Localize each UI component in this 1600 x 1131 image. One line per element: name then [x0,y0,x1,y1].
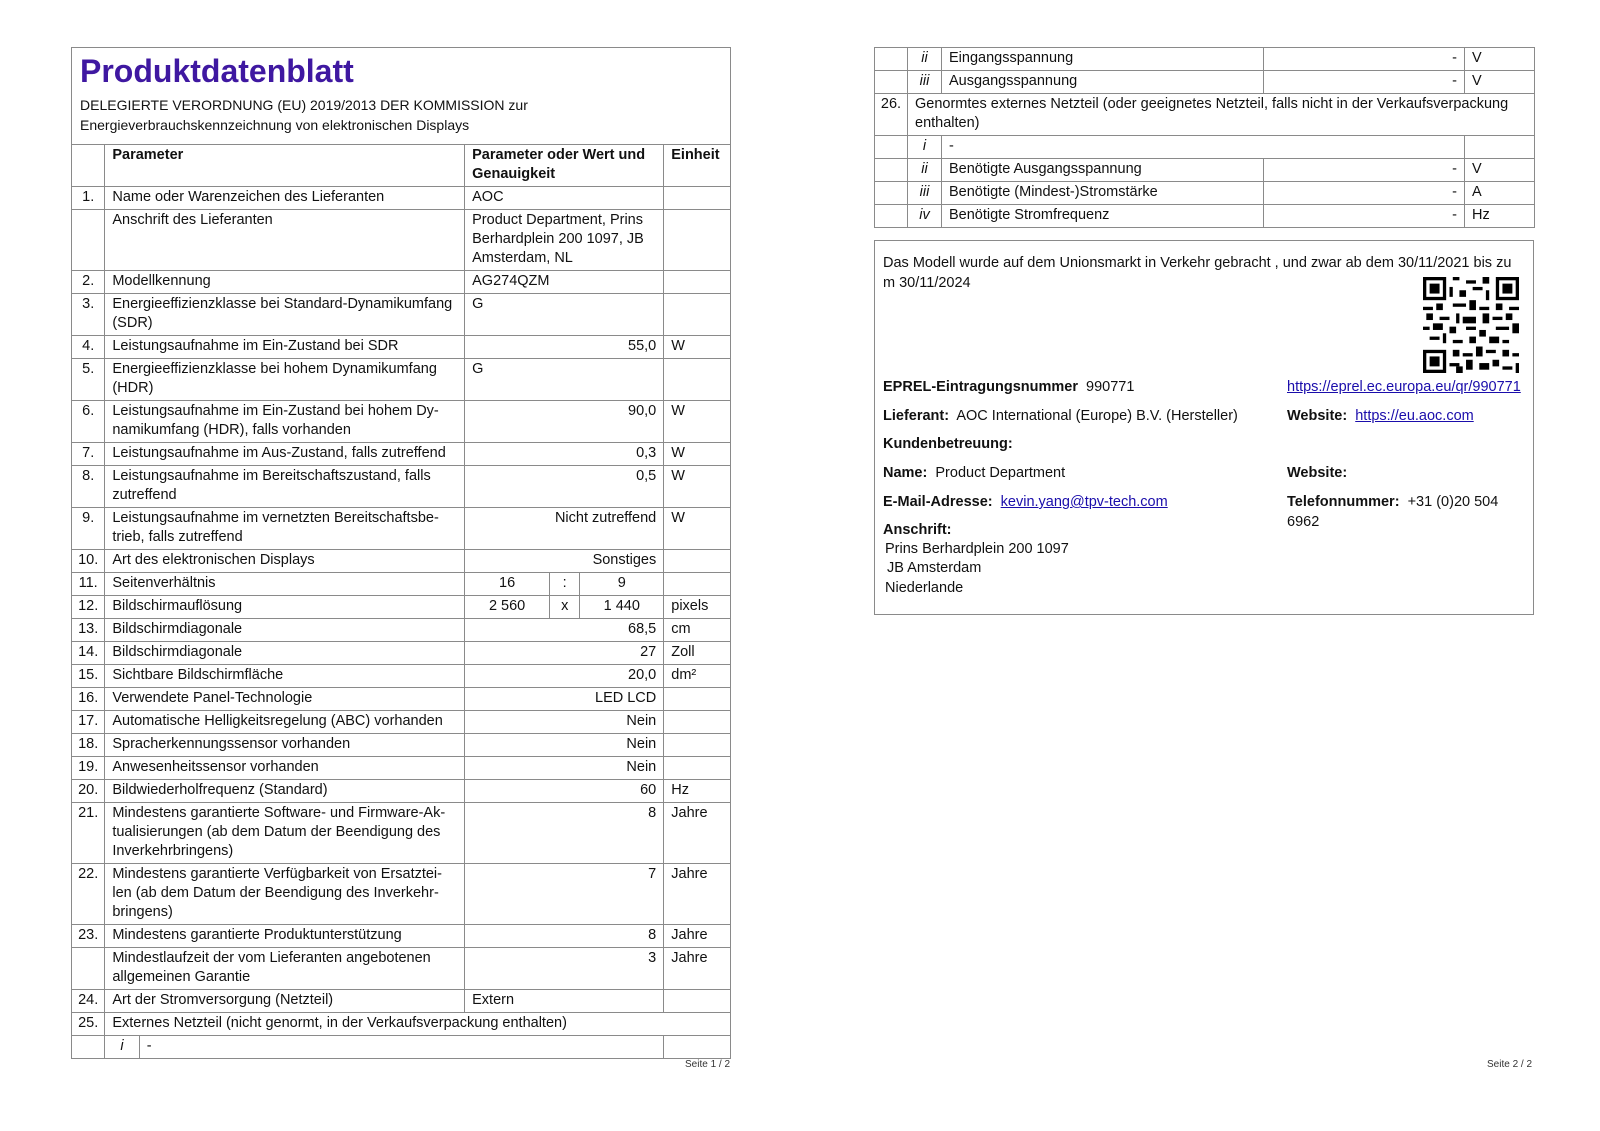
row-param: Genormtes externes Netzteil (oder geeignetes Netzteil, falls nicht in der Verkaufsverpackung enthalten) [908,94,1535,136]
row-param: Benötigte Ausgangsspannung [942,159,1264,182]
phone-label: Telefonnummer: [1287,494,1400,510]
row-param: Art des elektronischen Displays [105,550,465,573]
row-number: 15. [72,665,105,688]
contact-name-row [883,463,1525,483]
row-unit [664,294,731,336]
row-param: Sichtbare Bildschirmfläche [105,665,465,688]
row-value: 0,5 [465,466,664,508]
header-num [72,145,105,187]
name-label: Name: [883,465,928,481]
row-param: Mindestlaufzeit der vom Lieferanten angebotenen allgemeinen Garantie [105,948,465,990]
row-unit [664,271,731,294]
row-number: 25. [72,1013,105,1036]
supplier-label: Lieferant: [883,408,950,424]
table-row [72,596,731,619]
page-2 [874,47,1534,228]
customer-service-heading: Kundenbetreuung: [883,436,1013,452]
row-number [72,948,105,990]
row-unit: V [1465,159,1535,182]
row-sub-index: iii [908,71,942,94]
row-number: 7. [72,443,105,466]
row-value: 7 [465,864,664,925]
row-number [875,159,908,182]
row-number: 10. [72,550,105,573]
row-value-2: 1 440 [580,596,664,619]
row-param: - [139,1036,664,1059]
row-value: - [1264,71,1465,94]
eprel-link[interactable]: https://eprel.ec.europa.eu/qr/990771 [1287,379,1521,395]
table-row [72,1036,731,1059]
row-param: Bildwiederholfrequenz (Standard) [105,780,465,803]
row-sub-index: i [908,136,942,159]
row-value: Nicht zutreffend [465,508,664,550]
row-value: 68,5 [465,619,664,642]
row-unit: Jahre [664,948,731,990]
row-unit [664,990,731,1013]
row-unit: Zoll [664,642,731,665]
table-row [72,187,731,210]
website-link[interactable]: https://eu.aoc.com [1355,408,1474,424]
row-number: 12. [72,596,105,619]
row-param: Energieeffizienzklasse bei Standard-Dynamikumfang (SDR) [105,294,465,336]
row-value: 0,3 [465,443,664,466]
row-unit: W [664,443,731,466]
row-param: Mindestens garantierte Produktunterstützung [105,925,465,948]
row-unit: pixels [664,596,731,619]
row-param: Art der Stromversorgung (Netzteil) [105,990,465,1013]
row-number: 8. [72,466,105,508]
row-unit: V [1465,71,1535,94]
product-info-box [874,240,1534,615]
row-number: 5. [72,359,105,401]
table-row [72,210,731,271]
row-sub-index: iv [908,205,942,228]
row-number: 11. [72,573,105,596]
row-number [875,205,908,228]
row-unit: Jahre [664,803,731,864]
row-number: 24. [72,990,105,1013]
sheet-header [71,47,731,144]
table-row [72,757,731,780]
address-line-3: Niederlande [885,580,964,596]
page-2-footer: Seite 2 / 2 [1487,1059,1533,1070]
row-number: 1. [72,187,105,210]
row-number: 13. [72,619,105,642]
row-number: 20. [72,780,105,803]
table-row [72,573,731,596]
table-row [875,71,1535,94]
row-param: Anschrift des Lieferanten [105,210,465,271]
row-value: Sonstiges [465,550,664,573]
address-line-1: Prins Berhardplein 200 1097 [885,541,1069,557]
document-title: Produktdatenblatt [80,53,354,89]
table-row [72,466,731,508]
row-param: Bildschirmauflösung [105,596,465,619]
product-data-table [71,144,731,1059]
table-row [72,1013,731,1036]
table-row [72,711,731,734]
row-value: Nein [465,757,664,780]
row-value: - [1264,182,1465,205]
row-param: Bildschirmdiagonale [105,619,465,642]
row-param: Leistungsaufnahme im vernetzten Bereitschaftsbe-trieb, falls zutreffend [105,508,465,550]
table-row [72,401,731,443]
row-param: Energieeffizienzklasse bei hohem Dynamikumfang (HDR) [105,359,465,401]
table-row [72,864,731,925]
row-param: Leistungsaufnahme im Aus-Zustand, falls zutreffend [105,443,465,466]
table-row [72,990,731,1013]
row-number [72,210,105,271]
header-value: Parameter oder Wert und Genauigkeit [465,145,664,187]
supplier-row [883,406,1525,426]
row-value: 90,0 [465,401,664,443]
row-number: 23. [72,925,105,948]
row-value: - [1264,159,1465,182]
email-link[interactable]: kevin.yang@tpv-tech.com [1000,494,1168,510]
row-separator: : [550,573,580,596]
subtitle-line-1: DELEGIERTE VERORDNUNG (EU) 2019/2013 DER KOMMISSION zur [80,97,528,113]
row-value: - [1264,205,1465,228]
table-row [72,948,731,990]
row-value: LED LCD [465,688,664,711]
row-unit: Hz [1465,205,1535,228]
row-number: 26. [875,94,908,136]
row-number: 18. [72,734,105,757]
row-param: Ausgangsspannung [942,71,1264,94]
table-row [875,205,1535,228]
row-unit: Jahre [664,864,731,925]
row-value: 55,0 [465,336,664,359]
table-row [72,550,731,573]
row-unit: W [664,401,731,443]
row-unit [664,734,731,757]
table-row [72,359,731,401]
table-header-row [72,145,731,187]
row-unit [1465,136,1535,159]
row-unit [664,1036,731,1059]
table-row [72,508,731,550]
row-unit: Jahre [664,925,731,948]
table-row [72,294,731,336]
row-number: 2. [72,271,105,294]
eprel-row [883,377,1525,397]
row-value: G [465,294,664,336]
row-sub-index: i [105,1036,139,1059]
row-param: Verwendete Panel-Technologie [105,688,465,711]
row-param: Mindestens garantierte Verfügbarkeit von Ersatztei-len (ab dem Datum der Beendigung des Inverkehr-bringens) [105,864,465,925]
row-param: Anwesenheitssensor vorhanden [105,757,465,780]
eprel-label: EPREL-Eintragungsnummer [883,379,1078,395]
row-sub-index: ii [908,159,942,182]
row-value: AG274QZM [465,271,664,294]
supplier-value: AOC International (Europe) B.V. (Hersteller) [956,408,1238,424]
row-param: Spracherkennungssensor vorhanden [105,734,465,757]
row-separator: x [550,596,580,619]
row-number [72,1036,105,1059]
table-row [72,336,731,359]
subtitle-line-2: Energieverbrauchskennzeichnung von elektronischen Displays [80,117,470,133]
row-value: Product Department, Prins Berhardplein 200 1097, JB Amsterdam, NL [465,210,664,271]
row-number [875,71,908,94]
phone-value: +31 (0)20 504 6962 [1287,494,1499,530]
row-param: Mindestens garantierte Software- und Firmware-Ak-tualisierungen (ab dem Datum der Beendigung des Inverkehrbringens) [105,803,465,864]
row-number [875,182,908,205]
row-sub-index: ii [908,48,942,71]
row-unit: A [1465,182,1535,205]
row-number: 16. [72,688,105,711]
row-unit [664,711,731,734]
row-sub-index: iii [908,182,942,205]
table-row [875,48,1535,71]
website-group [1287,406,1474,426]
table-row [72,271,731,294]
email-label: E-Mail-Adresse: [883,494,993,510]
row-value: Nein [465,711,664,734]
row-value: Nein [465,734,664,757]
website-label: Website: [1287,408,1348,424]
row-number: 3. [72,294,105,336]
table-row [72,443,731,466]
row-unit [664,688,731,711]
table-row [875,159,1535,182]
table-row [72,803,731,864]
table-row [875,136,1535,159]
row-unit [664,757,731,780]
row-number: 22. [72,864,105,925]
row-param: Seitenverhältnis [105,573,465,596]
row-param: Externes Netzteil (nicht genormt, in der Verkaufsverpackung enthalten) [105,1013,731,1036]
row-param: Bildschirmdiagonale [105,642,465,665]
row-value-1: 2 560 [465,596,550,619]
row-value: 8 [465,925,664,948]
address-line-2: JB Amsterdam [887,560,982,576]
row-param: Leistungsaufnahme im Ein-Zustand bei SDR [105,336,465,359]
row-unit: V [1465,48,1535,71]
row-number [875,48,908,71]
row-unit: dm² [664,665,731,688]
table-row [875,182,1535,205]
row-number: 14. [72,642,105,665]
header-parameter: Parameter [105,145,465,187]
row-param: Automatische Helligkeitsregelung (ABC) vorhanden [105,711,465,734]
row-unit: cm [664,619,731,642]
row-value: Extern [465,990,664,1013]
market-period-text: Das Modell wurde auf dem Unionsmarkt in Verkehr gebracht , und zwar ab dem 30/11/2021 bis zu m 30/11/2024 [883,255,1512,291]
row-param: Benötigte (Mindest-)Stromstärke [942,182,1264,205]
row-unit [664,359,731,401]
row-param: Leistungsaufnahme im Ein-Zustand bei hohem Dy-namikumfang (HDR), falls vorhanden [105,401,465,443]
row-number [875,136,908,159]
row-param: Eingangsspannung [942,48,1264,71]
website2-label: Website: [1287,465,1348,481]
row-param: - [942,136,1465,159]
row-unit [664,550,731,573]
row-param: Leistungsaufnahme im Bereitschaftszustand, falls zutreffend [105,466,465,508]
row-value: G [465,359,664,401]
table-row [72,780,731,803]
table-row [72,734,731,757]
page-1-footer: Seite 1 / 2 [685,1059,731,1070]
table-row [72,642,731,665]
row-param: Benötigte Stromfrequenz [942,205,1264,228]
row-value-2: 9 [580,573,664,596]
row-unit: W [664,508,731,550]
row-number: 9. [72,508,105,550]
power-supply-table [874,47,1535,228]
row-value: 60 [465,780,664,803]
row-number: 19. [72,757,105,780]
table-row [72,925,731,948]
row-param: Modellkennung [105,271,465,294]
row-param: Name oder Warenzeichen des Lieferanten [105,187,465,210]
row-unit [664,573,731,596]
row-unit [664,187,731,210]
header-unit: Einheit [664,145,731,187]
row-unit: W [664,466,731,508]
row-number: 6. [72,401,105,443]
row-value-1: 16 [465,573,550,596]
row-value: 3 [465,948,664,990]
row-unit: W [664,336,731,359]
row-value: 20,0 [465,665,664,688]
row-number: 4. [72,336,105,359]
page-1 [71,47,731,1059]
row-value: AOC [465,187,664,210]
row-number: 21. [72,803,105,864]
row-number: 17. [72,711,105,734]
name-value: Product Department [935,465,1066,481]
table-row [72,688,731,711]
address-label: Anschrift: [883,522,952,538]
row-value: 27 [465,642,664,665]
table-row [72,619,731,642]
table-row [72,665,731,688]
row-unit [664,210,731,271]
eprel-number: 990771 [1086,379,1135,395]
row-value: - [1264,48,1465,71]
row-value: 8 [465,803,664,864]
qr-code-icon[interactable] [1423,277,1519,373]
row-unit: Hz [664,780,731,803]
table-row [875,94,1535,136]
